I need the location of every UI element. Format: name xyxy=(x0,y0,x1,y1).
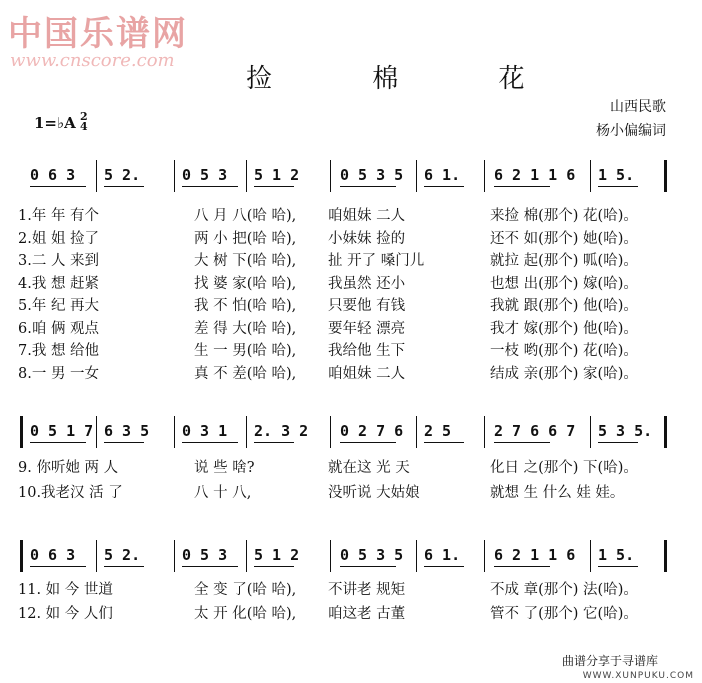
lyric-verse-2-phrase-3: 没听说 大姑娘 xyxy=(328,485,420,501)
barline xyxy=(246,160,247,192)
underline-beam xyxy=(254,442,294,443)
lyric-verse-1-phrase-2: 全 变 了(哈 哈), xyxy=(194,582,297,598)
barline xyxy=(330,160,331,192)
lyric-verse-8-phrase-3: 咱姐妹 二人 xyxy=(328,365,406,382)
measure-3: 0 3 1 xyxy=(182,422,228,440)
lyric-verse-2-phrase-1: 10.我老汉 活 了 xyxy=(18,485,123,501)
lyric-verse-7-phrase-3: 我给他 生下 xyxy=(328,343,406,359)
lyric-verse-5-phrase-4: 我就 跟(那个) 他(哈)。 xyxy=(490,298,638,314)
lyric-verse-3-phrase-4: 就拉 起(那个) 呱(哈)。 xyxy=(490,253,638,269)
lyric-verse-5-phrase-1: 5.年 纪 再大 xyxy=(18,298,100,314)
lyric-verse-4-phrase-1: 4.我 想 赶紧 xyxy=(18,275,100,292)
staff-system-1 xyxy=(0,160,702,196)
staff-system-3 xyxy=(0,540,702,576)
measure-2: 6 3 5 xyxy=(104,422,150,440)
staff-system-2 xyxy=(0,416,702,452)
lyricist-credit: 杨小偏编词 xyxy=(596,123,666,139)
underline-beam xyxy=(182,186,238,187)
barline xyxy=(246,540,247,572)
final-barline xyxy=(664,416,667,448)
measure-4: 5 1 2 xyxy=(254,166,300,184)
barline xyxy=(174,416,175,448)
lyric-verse-3-phrase-1: 3.二 人 来到 xyxy=(18,253,100,269)
lyric-verse-2-phrase-4: 管不 了(那个) 它(哈)。 xyxy=(490,606,638,622)
barline xyxy=(96,160,97,192)
measure-3: 0 5 3 xyxy=(182,546,228,564)
lyric-verse-6-phrase-3: 要年轻 漂亮 xyxy=(328,320,406,337)
lyric-verse-6-phrase-4: 我才 嫁(那个) 他(哈)。 xyxy=(490,320,638,337)
underline-beam xyxy=(30,186,86,187)
barline xyxy=(96,540,97,572)
time-signature-top: 2 xyxy=(80,110,88,123)
lyric-verse-1-phrase-1: 1.年 年 有个 xyxy=(18,208,100,224)
lyric-verse-7-phrase-2: 生 一 男(哈 哈), xyxy=(194,343,297,359)
repeat-start-barline xyxy=(20,540,23,572)
underline-beam xyxy=(104,442,144,443)
lyric-verse-2-phrase-4: 就想 生 什么 娃 娃。 xyxy=(490,485,625,501)
measure-8: 1 5. xyxy=(598,546,635,564)
underline-beam xyxy=(254,186,294,187)
barline xyxy=(484,416,485,448)
barline xyxy=(330,416,331,448)
underline-beam xyxy=(30,566,86,567)
lyric-verse-1-phrase-4: 化日 之(那个) 下(哈)。 xyxy=(490,460,638,476)
underline-beam xyxy=(104,566,144,567)
final-barline xyxy=(664,160,667,192)
lyric-verse-5-phrase-3: 只要他 有钱 xyxy=(328,298,406,314)
underline-beam xyxy=(104,186,144,187)
measure-1: 0 6 3 xyxy=(30,546,76,564)
lyric-verse-2-phrase-4: 还不 如(那个) 她(哈)。 xyxy=(490,230,638,247)
lyric-verse-3-phrase-3: 扯 开了 嗓门儿 xyxy=(328,253,425,269)
underline-beam xyxy=(494,442,550,443)
barline xyxy=(416,416,417,448)
lyric-verse-2-phrase-2: 太 开 化(哈 哈), xyxy=(194,606,297,622)
lyric-verse-4-phrase-2: 找 婆 家(哈 哈), xyxy=(194,275,297,292)
underline-beam xyxy=(598,442,638,443)
underline-beam xyxy=(30,442,86,443)
barline xyxy=(96,416,97,448)
measure-7: 6 2 1 1 6 xyxy=(494,546,576,564)
lyric-verse-1-phrase-4: 不成 章(那个) 法(哈)。 xyxy=(490,582,638,598)
lyric-verse-1-phrase-1: 9. 你听她 两 人 xyxy=(18,460,119,476)
measure-8: 1 5. xyxy=(598,166,635,184)
watermark-logo: 中国乐谱网 xyxy=(8,14,188,54)
underline-beam xyxy=(182,566,238,567)
measure-4: 5 1 2 xyxy=(254,546,300,564)
barline xyxy=(590,416,591,448)
time-signature xyxy=(80,112,88,132)
underline-beam xyxy=(254,566,294,567)
lyric-verse-8-phrase-1: 8.一 男 一女 xyxy=(18,365,100,382)
lyric-verse-4-phrase-4: 也想 出(那个) 嫁(哈)。 xyxy=(490,275,638,292)
measure-6: 6 1. xyxy=(424,546,461,564)
measure-8: 5 3 5. xyxy=(598,422,653,440)
measure-7: 2 7 6 6 7 xyxy=(494,422,576,440)
underline-beam xyxy=(424,186,464,187)
key-signature: 1=♭A xyxy=(34,114,76,132)
lyric-verse-6-phrase-1: 6.咱 俩 观点 xyxy=(18,320,100,337)
lyric-verse-2-phrase-1: 12. 如 今 人们 xyxy=(18,606,113,622)
underline-beam xyxy=(598,186,638,187)
lyric-verse-1-phrase-2: 八 月 八(哈 哈), xyxy=(194,208,297,224)
lyric-verse-1-phrase-3: 咱姐妹 二人 xyxy=(328,208,406,224)
lyric-verse-1-phrase-3: 不讲老 规矩 xyxy=(328,582,406,598)
barline xyxy=(174,540,175,572)
underline-beam xyxy=(424,566,464,567)
lyric-verse-5-phrase-2: 我 不 怕(哈 哈), xyxy=(194,298,297,314)
song-title: 捡 棉 花 xyxy=(246,64,571,94)
lyric-verse-1-phrase-3: 就在这 光 天 xyxy=(328,460,410,476)
underline-beam xyxy=(424,442,464,443)
underline-beam xyxy=(340,566,396,567)
footer-text: 曲谱分享于寻谱库 xyxy=(561,654,658,668)
underline-beam xyxy=(182,442,238,443)
barline xyxy=(416,160,417,192)
underline-beam xyxy=(494,566,550,567)
song-origin: 山西民歌 xyxy=(610,99,666,115)
lyric-verse-2-phrase-1: 2.姐 姐 捡了 xyxy=(18,230,100,247)
measure-2: 5 2. xyxy=(104,166,141,184)
measure-2: 5 2. xyxy=(104,546,141,564)
measure-5: 0 5 3 5 xyxy=(340,546,404,564)
underline-beam xyxy=(494,186,550,187)
barline xyxy=(484,540,485,572)
watermark-url: www.cnscore.com xyxy=(10,50,175,71)
underline-beam xyxy=(340,442,396,443)
lyric-verse-2-phrase-2: 两 小 把(哈 哈), xyxy=(194,230,297,247)
measure-3: 0 5 3 xyxy=(182,166,228,184)
lyric-verse-8-phrase-4: 结成 亲(那个) 家(哈)。 xyxy=(490,365,638,382)
measure-7: 6 2 1 1 6 xyxy=(494,166,576,184)
measure-5: 0 5 3 5 xyxy=(340,166,404,184)
lyric-verse-2-phrase-3: 小妹妹 捡的 xyxy=(328,230,406,247)
lyric-verse-8-phrase-2: 真 不 差(哈 哈), xyxy=(194,365,297,382)
measure-6: 2 5 xyxy=(424,422,452,440)
barline xyxy=(174,160,175,192)
lyric-verse-6-phrase-2: 差 得 大(哈 哈), xyxy=(194,320,297,337)
measure-6: 6 1. xyxy=(424,166,461,184)
lyric-verse-1-phrase-2: 说 些 啥? xyxy=(194,460,255,476)
measure-5: 0 2 7 6 xyxy=(340,422,404,440)
repeat-start-barline xyxy=(20,416,23,448)
barline xyxy=(590,160,591,192)
measure-4: 2. 3 2 xyxy=(254,422,309,440)
lyric-verse-4-phrase-3: 我虽然 还小 xyxy=(328,275,406,292)
barline xyxy=(484,160,485,192)
lyric-verse-2-phrase-2: 八 十 八, xyxy=(194,485,252,501)
lyric-verse-1-phrase-4: 来捡 棉(那个) 花(哈)。 xyxy=(490,208,638,224)
measure-1: 0 6 3 xyxy=(30,166,76,184)
barline xyxy=(246,416,247,448)
final-barline xyxy=(664,540,667,572)
barline xyxy=(330,540,331,572)
lyric-verse-1-phrase-1: 11. 如 今 世道 xyxy=(18,582,113,598)
lyric-verse-2-phrase-3: 咱这老 古董 xyxy=(328,606,406,622)
lyric-verse-7-phrase-1: 7.我 想 给他 xyxy=(18,343,100,359)
barline xyxy=(416,540,417,572)
barline xyxy=(590,540,591,572)
underline-beam xyxy=(340,186,396,187)
footer-url: WWW.XUNPUKU.COM xyxy=(582,671,694,681)
underline-beam xyxy=(598,566,638,567)
time-signature-bottom: 4 xyxy=(80,120,88,133)
lyric-verse-3-phrase-2: 大 树 下(哈 哈), xyxy=(194,253,297,269)
lyric-verse-7-phrase-4: 一枝 哟(那个) 花(哈)。 xyxy=(490,343,638,359)
measure-1: 0 5 1 7 xyxy=(30,422,94,440)
